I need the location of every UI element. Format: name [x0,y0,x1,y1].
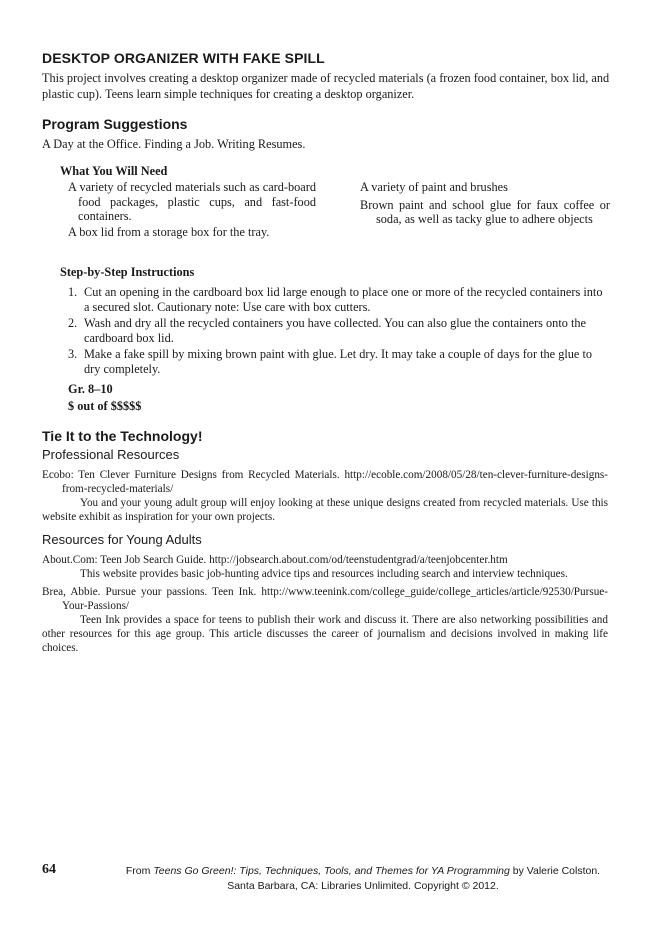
page-number: 64 [42,862,56,877]
resource-annotation: Teen Ink provides a space for teens to publish their work and discuss it. There are also networking possibilities and other resources for this age group. This article discusses the career of journalism and decisions involved in making life choices. [42,614,608,654]
resource-citation: Ecobo: Ten Clever Furniture Designs from Recycled Materials. http://ecoble.com/2008/05/28/ten-clever-furniture-designs-from-recycled-materials/ [42,469,608,495]
steps-list [68,285,610,378]
resource-entry [42,553,608,581]
needs-right-column [360,180,610,228]
step-number: 3. [68,347,78,361]
credit-author: by Valerie Colston. [509,865,601,877]
intro-paragraph: This project involves creating a desktop organizer made of recycled materials (a frozen food container, box lid, and plastic cup). Teens learn simple techniques for creating a desktop organizer. [42,71,610,101]
program-suggestions-heading: Program Suggestions [42,116,188,132]
professional-resources-heading: Professional Resources [42,447,180,462]
needs-heading: What You Will Need [60,164,168,178]
young-adults-resources-heading: Resources for Young Adults [42,532,202,547]
steps-heading: Step-by-Step Instructions [60,265,195,279]
book-title: Teens Go Green!: Tips, Techniques, Tools, and Themes for YA Programming [153,865,510,877]
credit-line-2: Santa Barbara, CA: Libraries Unlimited. Copyright © 2012. [227,879,499,892]
step-number: 1. [68,285,78,299]
footer-credit [118,864,608,893]
project-title: DESKTOP ORGANIZER WITH FAKE SPILL [42,50,325,66]
step-text: Make a fake spill by mixing brown paint with glue. Let dry. It may take a couple of days for the glue to dry completely. [84,347,593,376]
needs-left-column [68,180,316,240]
program-suggestions-text: A Day at the Office. Finding a Job. Writing Resumes. [42,137,306,151]
resource-citation: About.Com: Teen Job Search Guide. http://jobsearch.about.com/od/teenstudentgrad/a/teenjobcenter.htm [42,554,508,566]
step-item [68,285,610,315]
step-item [68,347,610,377]
step-number: 2. [68,316,78,330]
step-item [68,316,610,346]
technology-heading: Tie It to the Technology! [42,428,203,444]
needs-item: A box lid from a storage box for the tray. [68,224,270,239]
needs-item: Brown paint and school glue for faux coffee or soda, as well as tacky glue to adhere objects [360,197,610,226]
resource-citation: Brea, Abbie. Pursue your passions. Teen Ink. http://www.teenink.com/college_guide/college_articles/article/92530/Pursue-Your-Passions/ [42,586,608,612]
grade-level: Gr. 8–10 [68,382,113,396]
needs-item: A variety of recycled materials such as card-board food packages, plastic cups, and fast-food containers. [68,180,316,223]
step-text: Wash and dry all the recycled containers you have collected. You can also glue the containers onto the cardboard box lid. [84,316,586,345]
needs-item: A variety of paint and brushes [360,180,508,194]
credit-line-1 [118,864,608,879]
step-text: Cut an opening in the cardboard box lid large enough to place one or more of the recycled containers into a secured slot. Cautionary note: Use care with box cutters. [84,285,603,314]
resource-entry [42,585,608,655]
cost-rating: $ out of $$$$$ [68,399,142,413]
credit-prefix: From [125,865,154,877]
resource-annotation: This website provides basic job-hunting advice tips and resources including search and interview techniques. [80,568,568,580]
resource-entry [42,468,608,524]
resource-annotation: You and your young adult group will enjoy looking at these unique designs created from recycled materials. Use this website exhibit as inspiration for your own projects. [42,497,608,523]
